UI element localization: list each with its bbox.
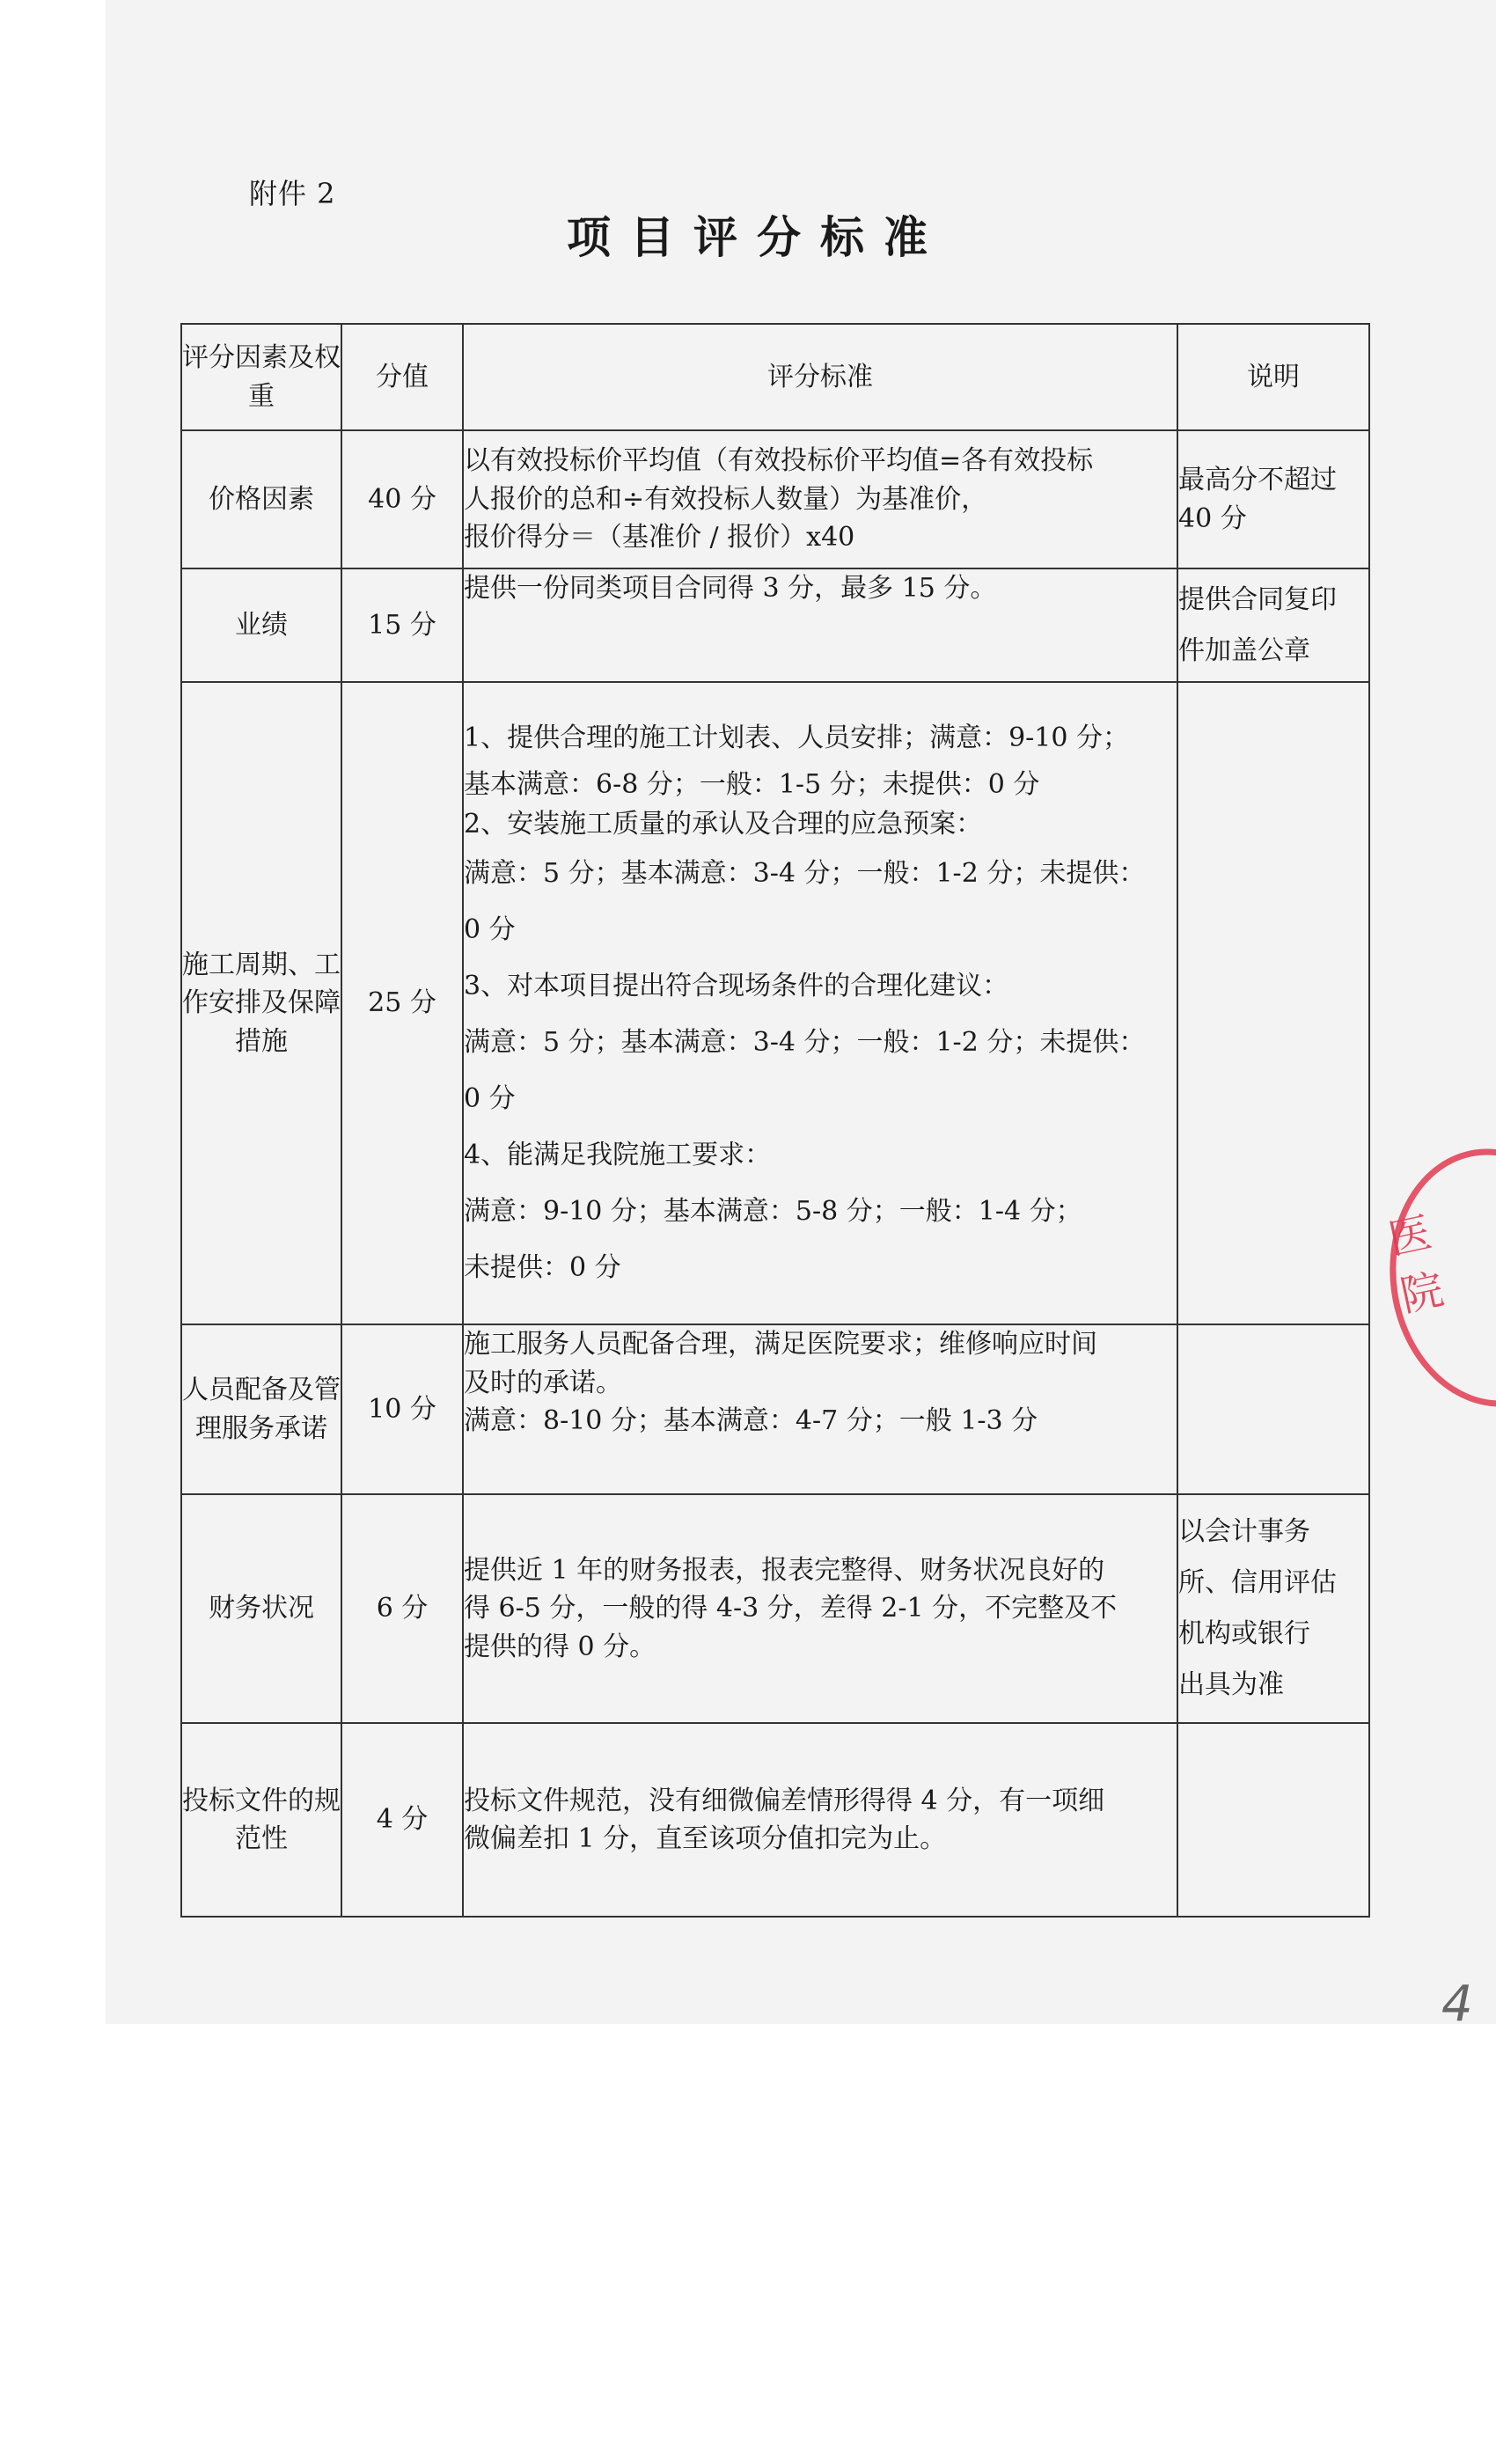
row-note <box>1177 1494 1369 1723</box>
criteria-line: 得 6-5 分，一般的得 4-3 分，差得 2-1 分，不完整及不 <box>464 1593 1118 1624</box>
row-factor: 投标文件的规范性 <box>181 1723 341 1917</box>
row-points: 4 分 <box>341 1723 463 1917</box>
criteria-line: 满意：8-10 分；基本满意：4-7 分；一般 1-3 分 <box>464 1405 1038 1436</box>
criteria-line: 提供近 1 年的财务报表，报表完整得、财务状况良好的 <box>464 1554 1105 1586</box>
note-line: 机构或银行 <box>1178 1618 1310 1649</box>
row-criteria <box>463 568 1177 682</box>
row-points: 25 分 <box>341 682 463 1324</box>
row-note <box>1177 682 1369 1324</box>
header-factor: 评分因素及权重 <box>181 324 341 430</box>
criteria-line: 满意：5 分；基本满意：3-4 分；一般：1-2 分；未提供： <box>464 858 1146 889</box>
criteria-line: 1、提供合理的施工计划表、人员安排；满意：9-10 分； <box>464 722 1130 753</box>
table-row <box>181 1494 1369 1723</box>
note-line: 件加盖公章 <box>1178 634 1310 666</box>
criteria-line: 提供一份同类项目合同得 3 分，最多 15 分。 <box>464 573 997 604</box>
criteria-line: 2、安装施工质量的承认及合理的应急预案： <box>464 809 983 840</box>
row-note <box>1177 1723 1369 1917</box>
criteria-line: 基本满意：6-8 分；一般：1-5 分；未提供：0 分 <box>464 769 1040 800</box>
row-factor: 施工周期、工作安排及保障措施 <box>181 682 341 1324</box>
note-line: 40 分 <box>1178 502 1247 534</box>
criteria-line: 0 分 <box>464 1083 516 1114</box>
row-points: 10 分 <box>341 1324 463 1494</box>
criteria-line: 人报价的总和÷有效投标人数量）为基准价， <box>464 483 988 515</box>
note-line: 提供合同复印 <box>1178 583 1337 615</box>
criteria-line: 施工服务人员配备合理，满足医院要求；维修响应时间 <box>464 1329 1097 1360</box>
row-points: 40 分 <box>341 430 463 568</box>
table-row <box>181 430 1369 568</box>
header-criteria: 评分标准 <box>463 324 1177 430</box>
criteria-line: 满意：5 分；基本满意：3-4 分；一般：1-2 分；未提供： <box>464 1027 1146 1058</box>
page-number: 4 <box>1441 1976 1473 2033</box>
row-criteria <box>463 430 1177 568</box>
row-factor: 人员配备及管理服务承诺 <box>181 1324 341 1494</box>
criteria-line: 满意：9-10 分；基本满意：5-8 分；一般：1-4 分； <box>464 1196 1082 1227</box>
table-row <box>181 568 1369 682</box>
criteria-line: 微偏差扣 1 分，直至该项分值扣完为止。 <box>464 1823 947 1854</box>
row-factor: 业绩 <box>181 568 341 682</box>
row-note <box>1177 430 1369 568</box>
table-row <box>181 682 1369 1324</box>
criteria-line: 提供的得 0 分。 <box>464 1631 656 1662</box>
table-row <box>181 1723 1369 1917</box>
row-points: 6 分 <box>341 1494 463 1723</box>
row-criteria <box>463 682 1177 1324</box>
note-line: 所、信用评估 <box>1178 1567 1337 1598</box>
criteria-line: 报价得分＝（基准价 / 报价）x40 <box>464 522 855 554</box>
row-criteria <box>463 1494 1177 1723</box>
note-line: 出具为准 <box>1178 1669 1284 1700</box>
table-header-row <box>181 324 1369 430</box>
criteria-line: 3、对本项目提出符合现场条件的合理化建议： <box>464 971 1009 1001</box>
note-line: 最高分不超过 <box>1178 465 1337 495</box>
row-criteria <box>463 1324 1177 1494</box>
row-points: 15 分 <box>341 568 463 682</box>
header-note: 说明 <box>1177 324 1369 430</box>
attachment-label: 附件 2 <box>249 177 336 210</box>
criteria-line: 0 分 <box>464 914 516 945</box>
note-line: 以会计事务 <box>1178 1516 1310 1547</box>
criteria-line: 投标文件规范，没有细微偏差情形得得 4 分，有一项细 <box>464 1785 1105 1816</box>
header-points: 分值 <box>341 324 463 430</box>
criteria-line: 及时的承诺。 <box>464 1367 622 1398</box>
seal-text: 医院 <box>1383 1207 1448 1322</box>
row-note <box>1177 1324 1369 1494</box>
row-factor: 财务状况 <box>181 1494 341 1723</box>
row-factor: 价格因素 <box>181 430 341 568</box>
table-row <box>181 1324 1369 1494</box>
row-criteria <box>463 1723 1177 1917</box>
criteria-line: 以有效投标价平均值（有效投标价平均值=各有效投标 <box>464 445 1094 477</box>
criteria-line: 未提供：0 分 <box>464 1252 621 1283</box>
row-note <box>1177 568 1369 682</box>
document-title: 项目评分标准 <box>567 211 947 263</box>
scoring-table <box>180 323 1370 1918</box>
criteria-line: 4、能满足我院施工要求： <box>464 1140 772 1170</box>
